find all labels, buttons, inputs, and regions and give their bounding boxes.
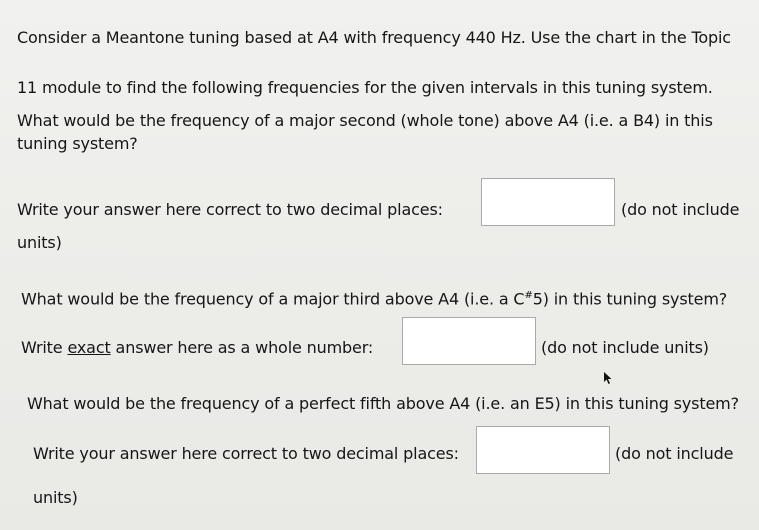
q3-answer-prompt: Write your answer here correct to two decimal places: [33, 444, 459, 463]
q2-answer-input[interactable] [402, 317, 536, 365]
intro-line-1: Consider a Meantone tuning based at A4 with frequency 440 Hz. Use the chart in the Topic [17, 28, 731, 47]
q3-answer-input[interactable] [476, 426, 610, 474]
q1-answer-suffix-cont: units) [17, 233, 62, 252]
mouse-cursor-icon [603, 371, 613, 385]
q2-prompt-post: answer here as a whole number: [110, 338, 374, 357]
q2-prompt-exact: exact [67, 338, 111, 357]
q2-prompt-pre: Write [21, 338, 68, 357]
intro-line-2: 11 module to find the following frequencies for the given intervals in this tuning system. [17, 78, 713, 97]
q2-question-post: 5) in this tuning system? [532, 289, 728, 309]
q2-answer-prompt [21, 338, 373, 358]
q2-sharp-sign: # [524, 290, 533, 301]
q1-question-line-2: tuning system? [17, 134, 138, 153]
q1-answer-input[interactable] [481, 178, 615, 226]
q3-answer-suffix: (do not include [615, 444, 734, 463]
q2-question [21, 286, 727, 309]
q2-answer-suffix: (do not include units) [541, 338, 709, 357]
q1-question-line-1: What would be the frequency of a major second (whole tone) above A4 (i.e. a B4) in this [17, 111, 713, 130]
q3-question: What would be the frequency of a perfect fifth above A4 (i.e. an E5) in this tuning system? [27, 394, 739, 413]
q3-answer-suffix-cont: units) [33, 488, 78, 507]
q1-answer-suffix: (do not include [621, 200, 740, 219]
q1-answer-prompt: Write your answer here correct to two decimal places: [17, 200, 443, 219]
q2-question-pre: What would be the frequency of a major third above A4 (i.e. a C [21, 289, 525, 309]
